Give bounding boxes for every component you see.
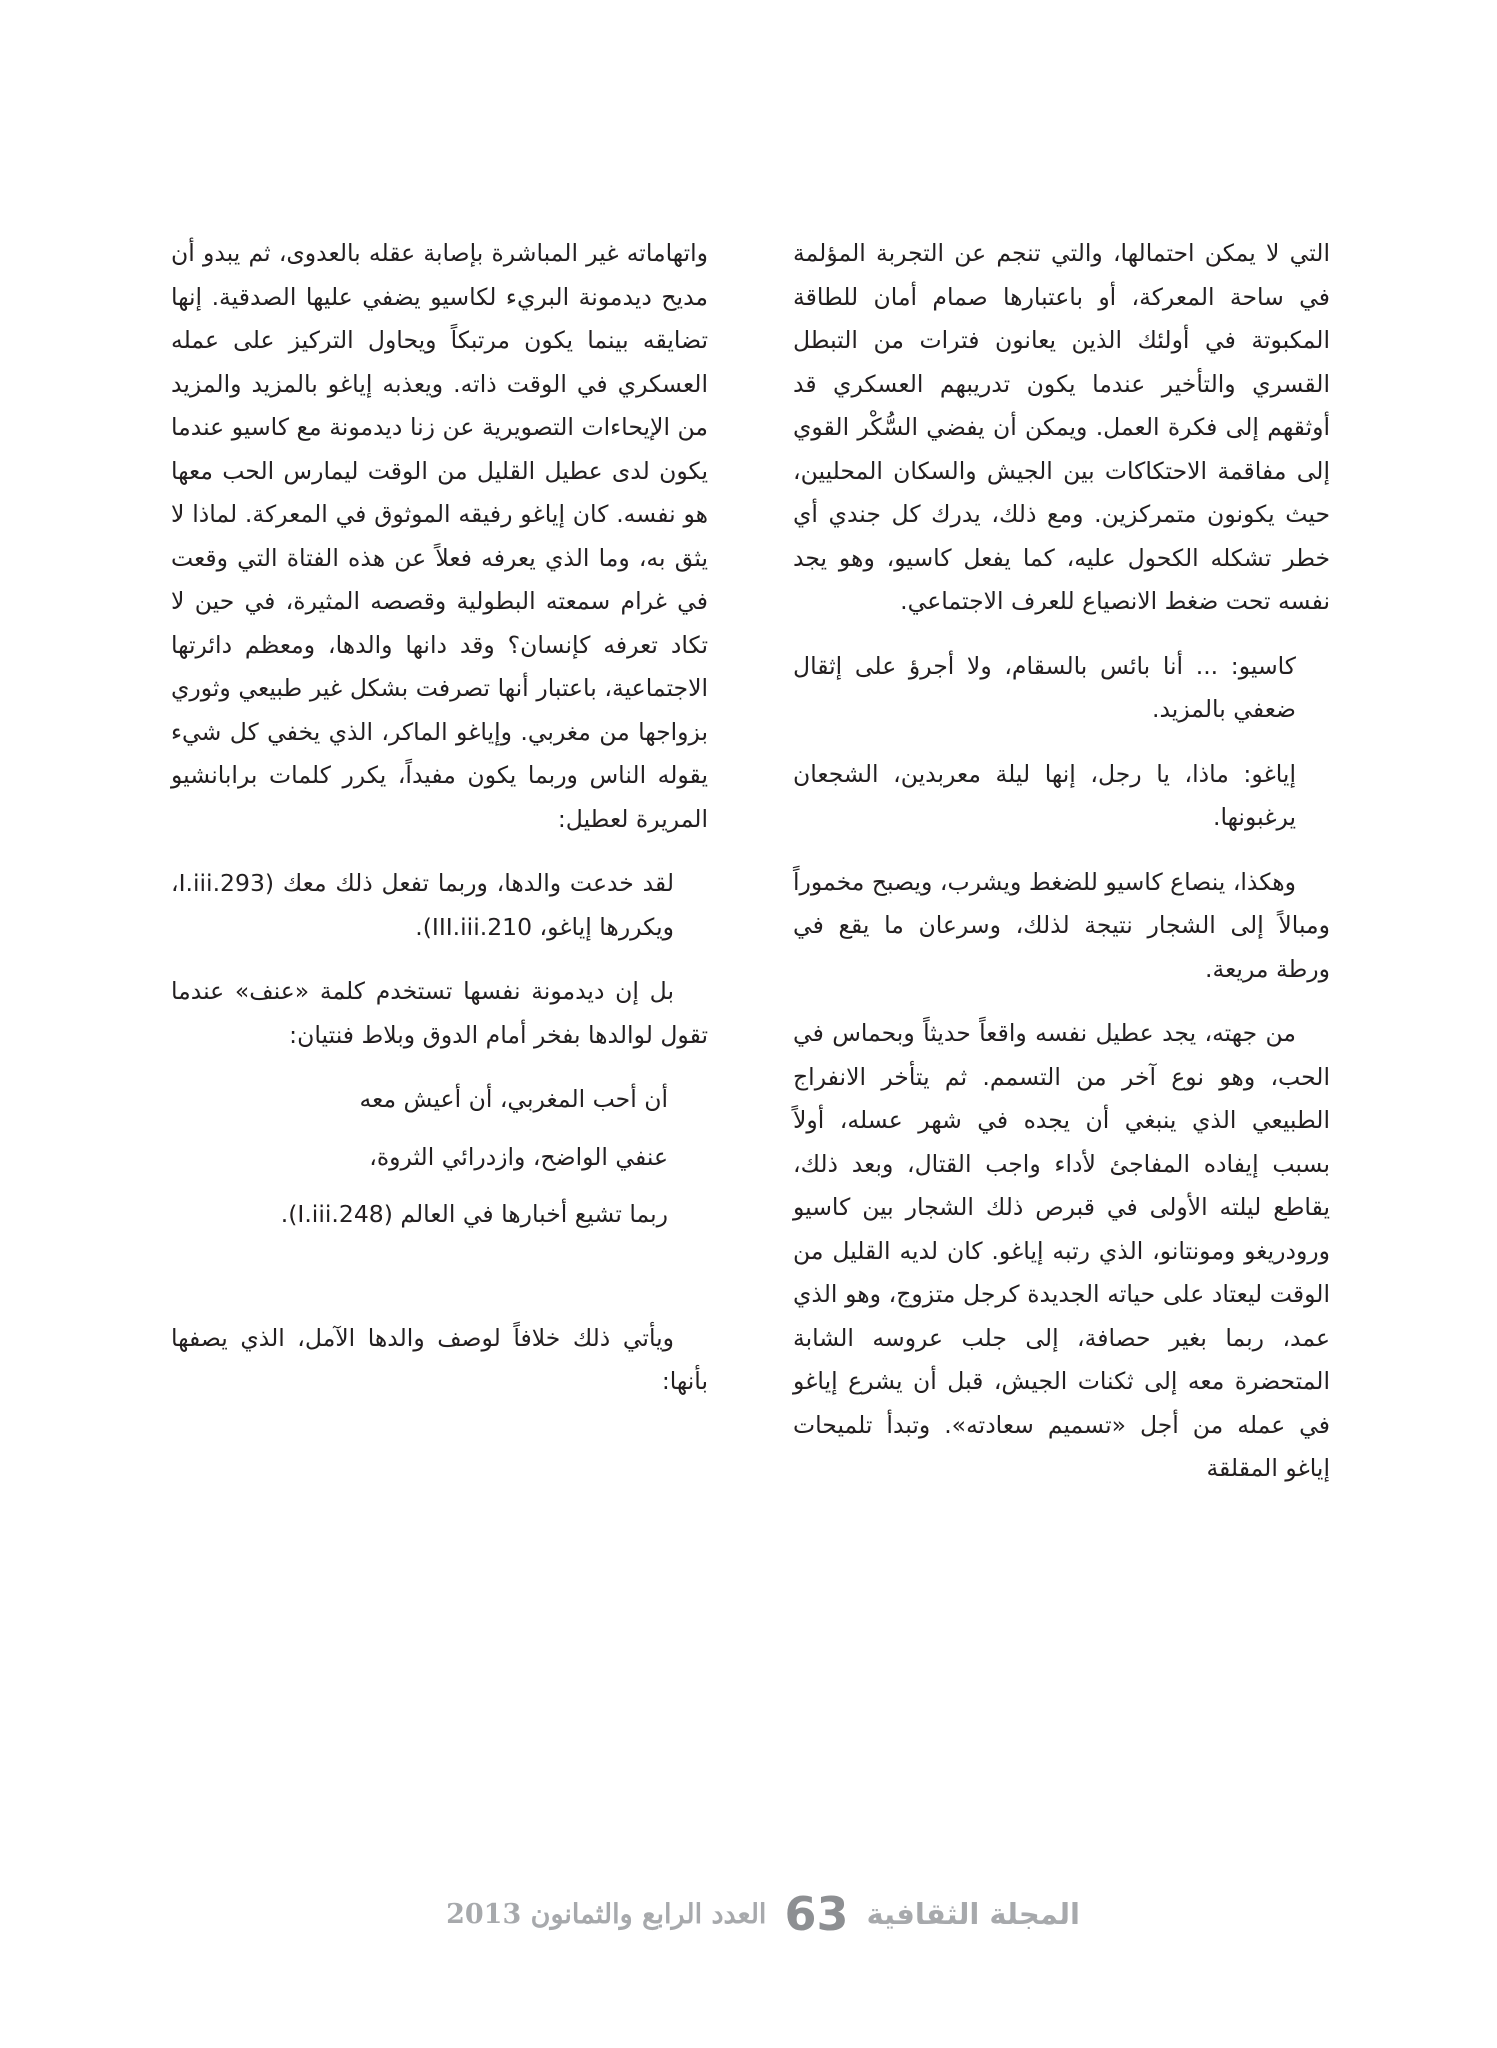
verse-line: ربما تشيع أخبارها في العالم (I.iii.248).	[280, 1200, 668, 1228]
block-quote: لقد خدعت والدها، وربما تفعل ذلك معك (I.iii.293، ويكررها إياغو، III.iii.210).	[171, 869, 674, 941]
paragraph: واتهاماته غير المباشرة بإصابة عقله بالعدوى، ثم يبدو أن مديح ديدمونة البريء لكاسيو يضفي عليها الصدقية. إنها تضايقه بينما يكون مرتبكاً ويحاول التركيز على عمله العسكري في الوقت ذاته. ويعذبه إياغو بالمزيد والمزيد من الإيحاءات التصويرية عن زنا ديدمونة مع كاسيو عندما يكون لدى عطيل القليل من الوقت ليمارس الحب معها هو نفسه. كان إياغو رفيقه الموثوق في المعركة. لماذا لا يثق به، وما الذي يعرفه فعلاً عن هذه الفتاة التي وقعت في غرام سمعته البطولية وقصصه المثيرة، في حين لا تكاد تعرفه كإنسان؟ وقد دانها والدها، ومعظم دائرتها الاجتماعية، باعتبار أنها تصرفت بشكل غير طبيعي وثوري بزواجها من مغربي. وإياغو الماكر، الذي يخفي كل شيء يقوله الناس وربما يكون مفيداً، يكرر كلمات برابانشيو المريرة لعطيل:	[171, 239, 708, 833]
paragraph: وهكذا، ينصاع كاسيو للضغط ويشرب، ويصبح مخموراً ومبالاً إلى الشجار نتيجة لذلك، وسرعان ما يقع في ورطة مريعة.	[793, 867, 1330, 983]
page-footer	[430, 1884, 1080, 1944]
paragraph: ويأتي ذلك خلافاً لوصف والدها الآمل، الذي يصفها بأنها:	[171, 1323, 708, 1395]
issue-label: العدد الرابع والثمانون 2013	[446, 1898, 767, 1930]
dialogue-quote: إياغو: ماذا، يا رجل، إنها ليلة معربدين، الشجعان يرغبونها.	[793, 759, 1296, 831]
verse-line: عنفي الواضح، وازدرائي الثروة،	[369, 1142, 668, 1171]
paragraph: من جهته، يجد عطيل نفسه واقعاً حديثاً وبحماس في الحب، وهو نوع آخر من التسمم. ثم يتأخر الانفراج الطبيعي الذي ينبغي أن يجده في شهر عسله، أولاً بسبب إيفاده المفاجئ لأداء واجب القتال، وبعد ذلك، يقاطع ليلته الأولى في قبرص ذلك الشجار بين كاسيو ورودريغو ومونتانو، الذي رتبه إياغو. كان لديه القليل من الوقت ليعتاد على حياته الجديدة كرجل متزوج، وهو الذي عمد، ربما بغير حصافة، إلى جلب عروسه الشابة المتحضرة معه إلى ثكنات الجيش، قبل أن يشرع إياغو في عمله من أجل «تسميم سعادته». وتبدأ تلميحات إياغو المقلقة	[793, 1019, 1330, 1482]
spacer	[171, 1251, 708, 1317]
verse-block	[228, 1078, 668, 1237]
magazine-name: المجلة الثقافية	[866, 1897, 1080, 1931]
verse-line: أن أحب المغربي، أن أعيش معه	[359, 1085, 668, 1113]
right-column	[793, 232, 1330, 1512]
page-number: 63	[784, 1887, 849, 1941]
paragraph: بل إن ديدمونة نفسها تستخدم كلمة «عنف» عندما تقول لوالدها بفخر أمام الدوق وبلاط فنتيان:	[171, 977, 708, 1049]
dialogue-quote: كاسيو: ... أنا بائس بالسقام، ولا أجرؤ على إثقال ضعفي بالمزيد.	[793, 651, 1296, 723]
left-column	[171, 232, 708, 1425]
paragraph: التي لا يمكن احتمالها، والتي تنجم عن التجربة المؤلمة في ساحة المعركة، أو باعتبارها صمام أمان للطاقة المكبوتة في أولئك الذين يعانون فترات من التبطل القسري والتأخير عندما يكون تدريبهم العسكري قد أوثقهم إلى فكرة العمل. ويمكن أن يفضي السُّكْر القوي إلى مفاقمة الاحتكاكات بين الجيش والسكان المحليين، حيث يكونون متمركزين. ومع ذلك، يدرك كل جندي أي خطر تشكله الكحول عليه، كما يفعل كاسيو، وهو يجد نفسه تحت ضغط الانصياع للعرف الاجتماعي.	[793, 239, 1330, 615]
